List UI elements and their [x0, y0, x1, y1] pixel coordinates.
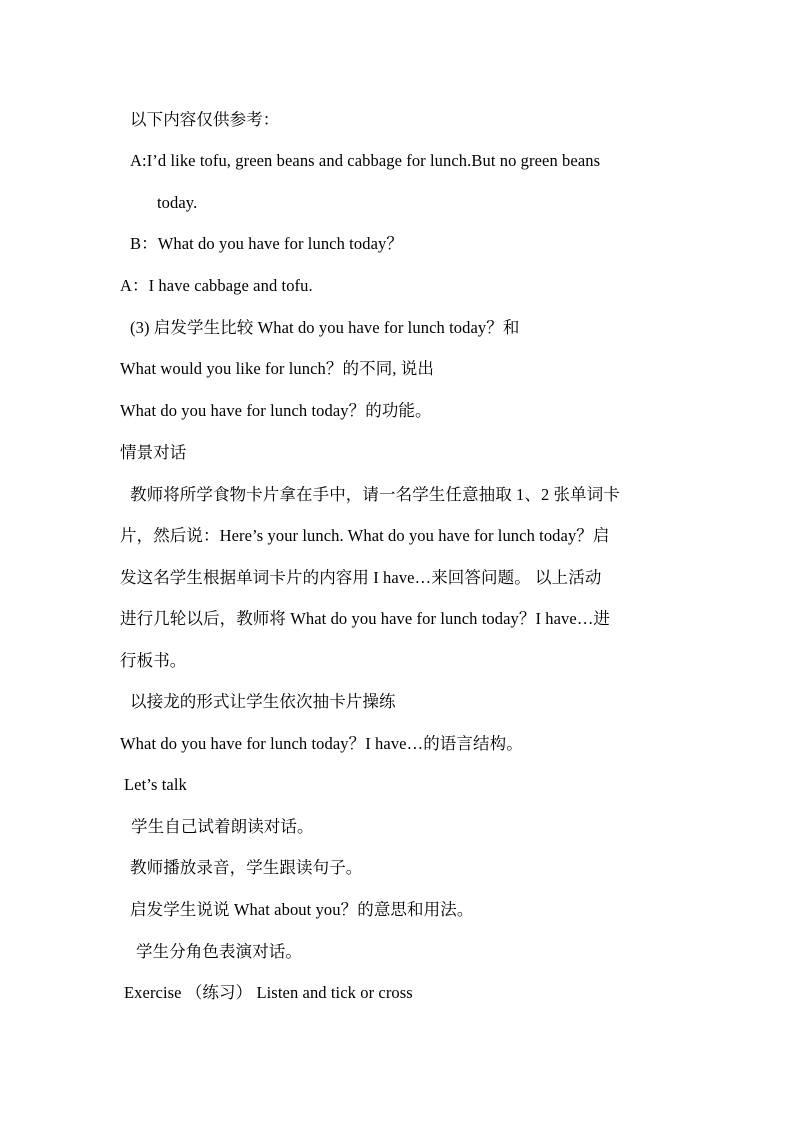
reference-note: 以下内容仅供参考： [130, 110, 280, 129]
dialogue-line-a2: A：I have cabbage and tofu. [120, 276, 313, 295]
chain-activity-line-2: What do you have for lunch today？I have…的语言结构。 [120, 734, 523, 753]
step-3-line-2: What would you like for lunch？的不同, 说出 [120, 359, 434, 378]
chain-activity-line-1: 以接龙的形式让学生依次抽卡片操练 [130, 692, 396, 711]
step-3-line: (3) 启发学生比较 What do you have for lunch today？和 [130, 318, 520, 337]
activity-paragraph-line-5: 行板书。 [120, 651, 187, 670]
talk-step-3: 启发学生说说 What about you？的意思和用法。 [130, 900, 474, 919]
talk-step-2: 教师播放录音，学生跟读句子。 [130, 858, 363, 877]
activity-paragraph-line-1: 教师将所学食物卡片拿在手中，请一名学生任意抽取 1、2 张单词卡 [130, 485, 620, 504]
talk-step-4: 学生分角色表演对话。 [136, 942, 302, 961]
activity-paragraph-line-2: 片，然后说：Here’s your lunch. What do you have for lunch today？启 [120, 526, 610, 545]
step-3-line-3: What do you have for lunch today？的功能。 [120, 401, 432, 420]
section-heading-exercise: Exercise （练习） Listen and tick or cross [124, 983, 413, 1002]
talk-step-1: 学生自己试着朗读对话。 [131, 817, 314, 836]
dialogue-line-b: B：What do you have for lunch today？ [130, 234, 403, 253]
dialogue-line-a1: A:I’d like tofu, green beans and cabbage for lunch.But no green beans [130, 151, 601, 170]
section-heading-situational-dialogue: 情景对话 [120, 443, 187, 462]
dialogue-line-a1-continued: today. [157, 193, 198, 212]
activity-paragraph-line-4: 进行几轮以后，教师将 What do you have for lunch today？I have…进 [120, 609, 611, 628]
section-heading-lets-talk: Let’s talk [124, 775, 187, 794]
activity-paragraph-line-3: 发这名学生根据单词卡片的内容用 I have…来回答问题。 以上活动 [120, 568, 602, 587]
